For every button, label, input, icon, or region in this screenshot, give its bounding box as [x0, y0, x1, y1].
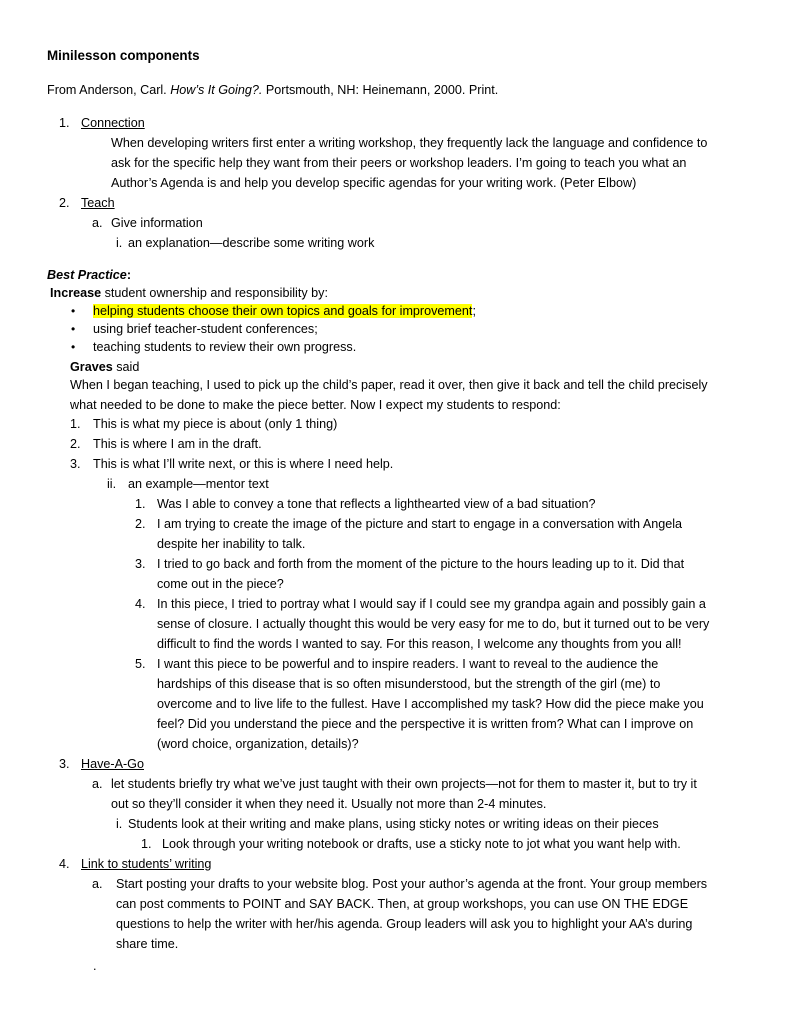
bullet-icon: • — [71, 304, 76, 318]
best-practice-colon: : — [126, 268, 132, 282]
document-title: Minilesson components — [47, 48, 200, 63]
list-marker: i. — [116, 817, 123, 831]
example-line: despite her inability to talk. — [157, 537, 306, 551]
section-3-number: 3. — [59, 757, 70, 771]
section-1-text-line: ask for the specific help they want from their peers or workshop leaders. I’m going to teach you what an — [111, 156, 687, 170]
section-4-heading: Link to students’ writing — [81, 857, 212, 871]
example-line: I am trying to create the image of the picture and start to engage in a conversation with Angela — [157, 517, 683, 531]
section-4-text-line: share time. — [116, 937, 179, 951]
list-marker: 2. — [135, 517, 146, 531]
list-marker: 1. — [135, 497, 146, 511]
list-item-text: This is what I’ll write next, or this is where I need help. — [93, 457, 394, 471]
example-line: I tried to go back and forth from the moment of the picture to the hours leading up to it. Did that — [157, 557, 685, 571]
example-line: come out in the piece? — [157, 577, 284, 591]
bullet-item-end: ; — [472, 304, 476, 318]
bullet-item-highlighted — [93, 301, 476, 321]
section-4-number: 4. — [59, 857, 70, 871]
list-marker: 4. — [135, 597, 146, 611]
citation-publisher: Portsmouth, NH: Heinemann, 2000. Print. — [262, 83, 499, 97]
citation — [47, 80, 498, 100]
section-2-heading: Teach — [81, 196, 115, 210]
list-marker: ii. — [107, 477, 117, 491]
example-line: I want this piece to be powerful and to inspire readers. I want to reveal to the audience the — [157, 657, 659, 671]
list-marker: i. — [116, 236, 123, 250]
list-item-text: Students look at their writing and make plans, using sticky notes or writing ideas on their pieces — [128, 817, 659, 831]
highlighted-text: helping students choose their own topics and goals for improvement — [93, 304, 473, 318]
bullet-icon: • — [71, 340, 76, 354]
graves-name: Graves — [70, 360, 113, 374]
list-item-text: an example—mentor text — [128, 477, 269, 491]
example-line: (word choice, organization, details)? — [157, 737, 359, 751]
list-marker: 1. — [70, 417, 81, 431]
list-marker: a. — [92, 877, 103, 891]
graves-quote-line: When I began teaching, I used to pick up the child’s paper, read it over, then give it back and tell the child precisely — [70, 378, 708, 392]
list-item-text: an explanation—describe some writing work — [128, 236, 375, 250]
section-4-text-line: Start posting your drafts to your website blog. Post your author’s agenda at the front. Your group members — [116, 877, 708, 891]
bullet-item: using brief teacher-student conferences; — [93, 322, 318, 336]
list-item-text: This is where I am in the draft. — [93, 437, 262, 451]
example-line: feel? Did you understand the piece and the perspective it is written from? What can I improve on — [157, 717, 694, 731]
graves-attribution — [70, 357, 139, 377]
bullet-item: teaching students to review their own progress. — [93, 340, 357, 354]
graves-said: said — [112, 360, 140, 374]
bullet-icon: • — [71, 322, 76, 336]
section-1-text-line: When developing writers first enter a writing workshop, they frequently lack the language and confidence to — [111, 136, 708, 150]
citation-book-title: How’s It Going?. — [170, 83, 263, 97]
list-marker: 1. — [141, 837, 152, 851]
section-3-text-line: out so they’ll consider it when they need it. Usually not more than 2-4 minutes. — [111, 797, 547, 811]
section-1-heading: Connection — [81, 116, 145, 130]
list-marker: 3. — [70, 457, 81, 471]
list-marker: 3. — [135, 557, 146, 571]
section-1-text-line: Author’s Agenda is and help you develop specific agendas for your writing work. (Peter Elbow) — [111, 176, 637, 190]
example-line: overcome and to live life to the fullest. Have I accomplished my task? How did the piece make you — [157, 697, 704, 711]
section-4-text-line: questions to help the writer with her/his agenda. Group leaders will ask you to highlight your AA’s during — [116, 917, 693, 931]
section-3-heading: Have-A-Go — [81, 757, 144, 771]
list-marker: a. — [92, 777, 103, 791]
list-item-text: Look through your writing notebook or drafts, use a sticky note to jot what you want help with. — [162, 837, 681, 851]
citation-prefix: From Anderson, Carl. — [47, 83, 171, 97]
increase-line — [50, 283, 328, 303]
increase-keyword: Increase — [50, 286, 102, 300]
example-line: hardships of this disease that is so often misunderstood, but the strength of the girl (me) to — [157, 677, 661, 691]
list-marker: 2. — [70, 437, 81, 451]
example-line: Was I able to convey a tone that reflects a lighthearted view of a bad situation? — [157, 497, 596, 511]
list-marker: a. — [92, 216, 103, 230]
best-practice-label: Best Practice — [47, 268, 127, 282]
graves-quote-line: what needed to be done to make the piece better. Now I expect my students to respond: — [70, 398, 561, 412]
example-line: sense of closure. I actually thought this would be very easy for me to do, but it turned out to be very — [157, 617, 710, 631]
example-line: In this piece, I tried to portray what I would say if I could see my grandpa again and possibly gain a — [157, 597, 706, 611]
list-item-text: This is what my piece is about (only 1 thing) — [93, 417, 338, 431]
example-line: difficult to find the words I wanted to say. For this reason, I welcome any thoughts from you all! — [157, 637, 682, 651]
section-2-number: 2. — [59, 196, 70, 210]
section-4-text-line: can post comments to POINT and SAY BACK. Then, at group workshops, you can use ON THE EDGE — [116, 897, 689, 911]
list-marker: 5. — [135, 657, 146, 671]
best-practice-heading — [47, 265, 131, 285]
section-1-number: 1. — [59, 116, 70, 130]
list-item-text: Give information — [111, 216, 203, 230]
trailing-period: . — [93, 959, 97, 973]
section-3-text-line: let students briefly try what we’ve just taught with their own projects—not for them to master it, but to try it — [111, 777, 697, 791]
increase-rest: student ownership and responsibility by: — [101, 286, 328, 300]
